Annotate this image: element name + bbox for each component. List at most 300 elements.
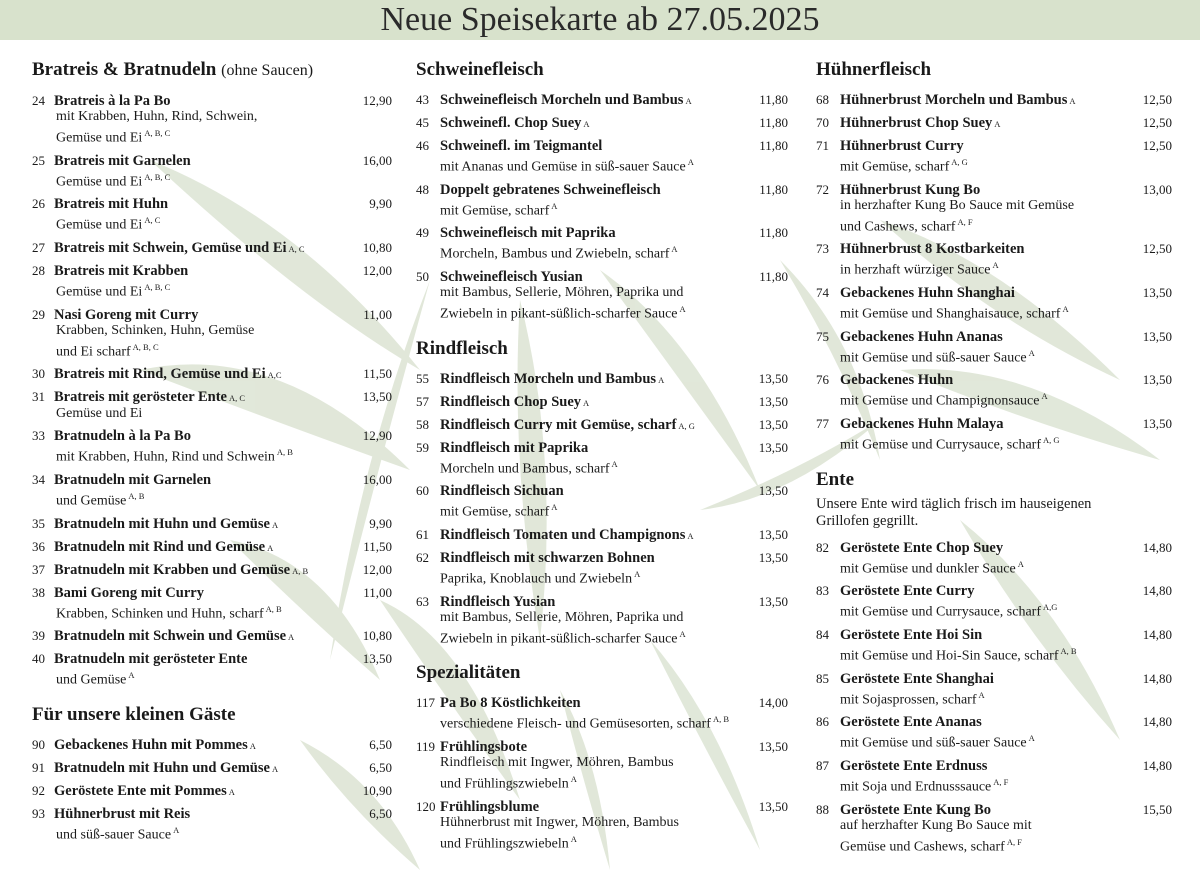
allergen-tags: A [1017,558,1024,569]
item-number: 75 [816,328,829,344]
item-price: 13,50 [1142,284,1172,300]
item-number: 86 [816,714,829,730]
item-description [816,687,1172,709]
item-description-text: und süß-sauer Sauce [56,827,172,843]
item-name: Geröstete Ente Chop Suey [840,539,1004,556]
item-number: 58 [416,416,429,432]
menu-item-head [816,182,1172,198]
item-description [32,488,392,510]
item-price: 13,50 [758,370,788,386]
section-intro [816,496,1172,530]
item-name: Frühlingsblume [440,798,540,815]
item-description [816,214,1172,236]
allergen-tags: A, C [144,215,161,226]
item-price: 13,50 [758,593,788,609]
item-description-text: Krabben, Schinken, Huhn, Gemüse [56,322,255,338]
menu-item [416,739,788,793]
allergen-tags: A, B, C [144,281,171,292]
section-title-text: Schweinefleisch [416,59,544,80]
menu-item [816,138,1172,176]
menu-item [816,241,1172,279]
menu-item [32,651,392,689]
menu-item [32,806,392,844]
item-description-text: mit Gemüse und Currysauce, scharf [840,604,1041,620]
menu-item [416,182,788,220]
item-description-text: Hühnerbrust mit Ingwer, Möhren, Bambus [440,814,679,830]
item-price: 10,90 [362,782,392,798]
item-name: Rindfleisch Curry mit Gemüse, scharf [440,416,677,433]
menu-item-head [416,394,788,411]
allergen-tags: A, C [288,243,305,254]
item-name: Geröstete Ente Hoi Sin [840,626,983,643]
menu-item-head [816,372,1172,388]
item-description-text: und Frühlingszwiebeln [440,836,569,852]
item-number: 74 [816,284,829,300]
menu-item-head [816,285,1172,301]
item-description [32,601,392,623]
menu-item-head [416,695,788,711]
allergen-tags: A [1041,391,1048,402]
item-price: 10,80 [362,628,392,644]
item-price: 11,80 [759,225,788,241]
allergen-tags: A [583,119,590,129]
item-name: Bratreis mit Schwein, Gemüse und Ei [54,239,287,256]
item-number: 38 [32,584,45,600]
menu-item-head [816,92,1172,109]
item-description-text: auf herzhafter Kung Bo Sauce mit [840,817,1032,833]
menu-column-2 [416,58,788,858]
item-description [816,301,1172,323]
item-name: Gebackenes Huhn Malaya [840,415,1004,432]
item-name: Hühnerbrust 8 Kostbarkeiten [840,241,1025,258]
item-name: Bratnudeln mit Huhn und Gemüse [54,515,270,532]
allergen-tags: A, G [1043,434,1060,445]
allergen-tags: A [634,568,641,579]
item-price: 12,90 [362,93,392,108]
item-price: 11,50 [363,538,392,554]
section-title [32,703,392,727]
item-price: 12,50 [1142,92,1172,107]
item-number: 73 [816,241,829,257]
menu-item-head [416,92,788,109]
item-description [816,345,1172,367]
section-title [32,58,392,83]
item-price: 14,80 [1142,583,1172,599]
allergen-tags: A [271,763,279,774]
menu-item-head [32,737,392,754]
menu-item-head [416,269,788,285]
menu-item-head [816,138,1172,154]
menu-item [416,115,788,132]
section-intro-line: Grillofen gegrillt. [816,512,919,529]
allergen-tags: A, B [292,565,309,576]
item-description [816,154,1172,176]
item-description-text: mit Gemüse, scharf [440,504,550,520]
menu-item-head [416,115,788,132]
item-description-text: mit Gemüse, scharf [440,203,550,219]
menu-item [816,285,1172,323]
item-name: Rindfleisch Sichuan [440,483,564,500]
item-name: Hühnerbrust mit Reis [54,805,191,822]
item-description-text: mit Gemüse und Currysauce, scharf [840,437,1041,453]
menu-item-head [416,440,788,456]
allergen-tags: A [978,689,985,700]
item-price: 13,50 [362,389,392,405]
item-description [416,285,788,301]
menu-item-head [32,366,392,383]
item-description [32,125,392,147]
item-name: Gebackenes Huhn mit Pommes [54,736,248,753]
item-description [416,198,788,220]
menu-item-head [416,594,788,610]
menu-item-head [32,389,392,406]
item-price: 11,00 [363,584,392,600]
section-subtitle: (ohne Saucen) [221,62,314,79]
allergen-tags: A [1062,303,1069,314]
item-name: Schweinefleisch mit Paprika [440,225,616,242]
item-description-text: Paprika, Knoblauch und Zwiebeln [440,571,633,587]
menu-item-head [816,802,1172,818]
menu-item-head [32,516,392,533]
item-description-text: Gemüse und Ei [56,284,143,300]
menu-item [816,758,1172,796]
item-name: Rindfleisch mit Paprika [440,439,589,456]
menu-item [32,307,392,361]
item-description-text: und Ei scharf [56,344,131,360]
menu-item [416,550,788,588]
item-price: 13,50 [1142,372,1172,388]
menu-item-head [32,651,392,667]
item-description-text: und Gemüse [56,493,127,509]
item-number: 71 [816,138,829,153]
item-description [416,241,788,263]
item-name: Bratnudeln mit Schwein und Gemüse [54,628,287,645]
item-number: 85 [816,670,829,686]
allergen-tags: A [687,157,694,167]
menu-item [32,539,392,556]
item-price: 11,80 [759,181,788,197]
item-description [416,610,788,626]
menu-item-head [816,329,1172,345]
item-name: Bratreis mit Garnelen [54,152,191,169]
section-title-text: Spezialitäten [416,662,521,684]
item-number: 57 [416,393,429,409]
menu-item [816,627,1172,665]
menu-item-head [32,783,392,800]
menu-item [416,440,788,478]
item-name: Bratreis à la Pa Bo [54,93,171,109]
menu-item-head [32,760,392,777]
item-name: Nasi Goreng mit Curry [54,306,199,323]
item-price: 13,50 [758,549,788,565]
item-description [32,212,392,234]
menu-item-head [816,714,1172,730]
item-name: Hühnerbrust Kung Bo [840,181,981,198]
item-description [416,456,788,478]
allergen-tags: A [687,530,694,541]
item-description-text: Zwiebeln in pikant-süßlich-scharfer Sauce [440,306,678,322]
item-description [816,388,1172,410]
item-name: Geröstete Ente Kung Bo [840,801,992,818]
item-number: 117 [416,695,436,711]
item-description [816,432,1172,454]
menu-column-1 [32,58,392,850]
item-description [416,755,788,771]
item-description [416,301,788,323]
item-description [816,599,1172,621]
menu-item [32,760,392,777]
item-description [32,822,392,844]
allergen-tags: A, B [1060,645,1077,656]
allergen-tags: A [679,303,686,314]
allergen-tags: A, G [951,157,968,167]
menu-item [816,329,1172,367]
item-price: 14,00 [758,695,788,711]
item-description-text: Rindfleisch mit Ingwer, Möhren, Bambus [440,754,674,770]
menu-item [416,92,788,109]
item-description [416,566,788,588]
allergen-tags: A, B, C [144,128,171,138]
menu-item [816,182,1172,236]
item-number: 61 [416,526,429,542]
item-number: 40 [32,651,45,667]
menu-item [32,93,392,147]
menu-item [816,115,1172,132]
item-description-text: Gemüse und Ei [56,217,143,233]
menu-item [32,389,392,422]
item-price: 6,50 [369,759,392,775]
item-number: 29 [32,306,45,322]
item-name: Rindfleisch Chop Suey [440,393,582,410]
item-price: 13,50 [362,651,392,667]
menu-item [32,196,392,234]
menu-item [32,472,392,510]
menu-item [32,366,392,383]
item-number: 26 [32,196,45,212]
allergen-tags: A,G [1043,602,1058,613]
menu-item-head [32,472,392,488]
item-price: 11,80 [759,268,788,284]
item-number: 37 [32,561,45,577]
item-name: Geröstete Ente Erdnuss [840,757,988,774]
menu-item [416,594,788,648]
allergen-tags: A [994,119,1001,129]
item-number: 82 [816,539,829,555]
item-name: Geröstete Ente mit Pommes [54,782,227,799]
allergen-tags: A, B [128,490,145,501]
item-name: Bratnudeln mit Huhn und Gemüse [54,759,270,776]
menu-item-head [816,540,1172,556]
allergen-tags: A, B [265,603,282,614]
menu-item-head [32,539,392,556]
menu-item-head [32,628,392,645]
item-description-text: mit Sojasprossen, scharf [840,692,977,708]
item-name: Gebackenes Huhn Shanghai [840,284,1015,301]
allergen-tags: A [1028,347,1035,358]
item-price: 13,50 [758,526,788,542]
allergen-tags: A, B, C [132,341,159,352]
item-description-text: mit Bambus, Sellerie, Möhren, Paprika und [440,284,684,300]
menu-item [816,92,1172,109]
item-price: 11,80 [759,115,788,130]
item-description-text: in herzhaft würziger Sauce [840,262,991,278]
item-number: 62 [416,549,429,565]
item-description [32,444,392,466]
item-number: 59 [416,439,429,455]
item-name: Bratnudeln mit Garnelen [54,471,212,488]
menu-item [32,562,392,579]
item-name: Schweinefl. im Teigmantel [440,138,603,154]
item-name: Bratreis mit gerösteter Ente [54,389,227,406]
item-description [32,406,392,422]
item-description [816,774,1172,796]
item-price: 10,80 [362,239,392,255]
header-banner [0,0,1200,40]
menu-item-head [816,115,1172,132]
item-description-text: Gemüse und Ei [56,406,143,422]
item-description [32,339,392,361]
item-price: 13,50 [1142,328,1172,344]
item-name: Bratnudeln mit Krabben und Gemüse [54,561,291,578]
item-description-text: mit Gemüse und Hoi-Sin Sauce, scharf [840,648,1059,664]
item-name: Bratreis mit Huhn [54,196,169,213]
item-price: 11,00 [363,306,392,322]
item-price: 13,50 [758,738,788,754]
menu-item-head [416,739,788,755]
item-description-text: mit Gemüse und süß-sauer Sauce [840,735,1027,751]
allergen-tags: A [671,244,678,255]
allergen-tags: A [228,786,235,797]
item-number: 60 [416,483,429,499]
item-number: 90 [32,736,45,752]
menu-item-head [416,527,788,544]
item-name: Schweinefleisch Morcheln und Bambus [440,92,684,108]
item-number: 49 [416,225,429,241]
menu-item-head [816,583,1172,599]
item-description-text: mit Krabben, Huhn, Rind, Schwein, [56,109,258,124]
item-number: 36 [32,538,45,554]
item-number: 63 [416,593,429,609]
item-number: 88 [816,801,829,817]
item-description-text: Gemüse und Cashews, scharf [840,839,1005,855]
menu-column-3 [816,58,1172,861]
item-description [816,198,1172,214]
allergen-tags: A [173,824,180,835]
menu-item [32,628,392,645]
item-number: 84 [816,626,829,642]
item-description-text: Gemüse und Ei [56,174,143,190]
item-number: 48 [416,181,429,197]
menu-item [32,428,392,466]
menu-item-head [816,416,1172,432]
item-number: 83 [816,583,829,599]
item-description [416,771,788,793]
menu-item [816,372,1172,410]
item-description [816,257,1172,279]
menu-item [416,527,788,544]
item-description [816,730,1172,752]
menu-item [416,371,788,388]
item-name: Bratnudeln mit gerösteter Ente [54,651,248,668]
menu-item-head [416,182,788,198]
section-title-text: Bratreis & Bratnudeln [32,59,217,80]
item-description-text: in herzhafter Kung Bo Sauce mit Gemüse [840,197,1075,213]
section-title [416,661,788,685]
allergen-tags: A [658,374,665,385]
allergen-tags: A, F [1006,836,1022,847]
item-name: Schweinefl. Chop Suey [440,115,582,131]
menu-item [32,263,392,301]
item-description-text: Gemüse und Ei [56,130,143,146]
allergen-tags: A, B [712,714,730,725]
item-number: 35 [32,515,45,531]
item-description-text: mit Krabben, Huhn, Rind und Schwein [56,449,275,465]
item-description [416,154,788,176]
item-number: 93 [32,805,45,821]
allergen-tags: A, B, C [144,171,171,182]
item-description-text: verschiedene Fleisch- und Gemüsesorten, scharf [440,716,711,732]
item-name: Rindfleisch Yusian [440,593,556,610]
item-number: 30 [32,366,45,382]
item-name: Doppelt gebratenes Schweinefleisch [440,181,661,198]
allergen-tags: A, B [276,447,293,458]
menu-item [416,483,788,521]
item-number: 31 [32,389,45,405]
item-number: 34 [32,471,45,487]
allergen-tags: A, G [678,420,695,431]
menu-item-head [32,240,392,257]
allergen-tags: A, C [229,393,246,404]
section-title-text: Ente [816,468,854,490]
menu-item-head [816,758,1172,774]
item-name: Bami Goreng mit Curry [54,584,204,601]
item-price: 13,00 [1142,181,1172,197]
allergen-tags: A [685,96,692,106]
item-description [816,643,1172,665]
item-description [816,818,1172,834]
allergen-tags: A [679,628,686,639]
item-name: Rindfleisch Tomaten und Champignons [440,526,686,543]
item-number: 28 [32,262,45,278]
menu-item [416,269,788,323]
item-price: 12,00 [362,561,392,577]
allergen-tags: A [271,519,279,530]
menu-item [32,240,392,257]
item-description [416,499,788,521]
item-description-text: mit Gemüse und süß-sauer Sauce [840,350,1027,366]
item-number: 43 [416,92,429,107]
item-number: 77 [816,415,829,431]
allergen-tags: A [570,773,577,784]
item-description-text: Morcheln und Bambus, scharf [440,461,610,477]
item-description-text: und Cashews, scharf [840,219,956,235]
item-number: 76 [816,372,829,388]
item-name: Bratnudeln à la Pa Bo [54,428,191,445]
item-description-text: mit Ananas und Gemüse in süß-sauer Sauce [440,159,686,175]
item-description [416,711,788,733]
item-description [416,815,788,831]
menu-item-head [32,153,392,169]
menu-item-head [32,196,392,212]
menu-item-head [416,417,788,434]
menu-item-head [416,225,788,241]
item-price: 12,90 [362,428,392,444]
item-price: 14,80 [1142,714,1172,730]
allergen-tags: A,C [267,370,282,381]
item-price: 9,90 [369,515,392,531]
item-name: Schweinefleisch Yusian [440,268,583,285]
item-number: 92 [32,782,45,798]
